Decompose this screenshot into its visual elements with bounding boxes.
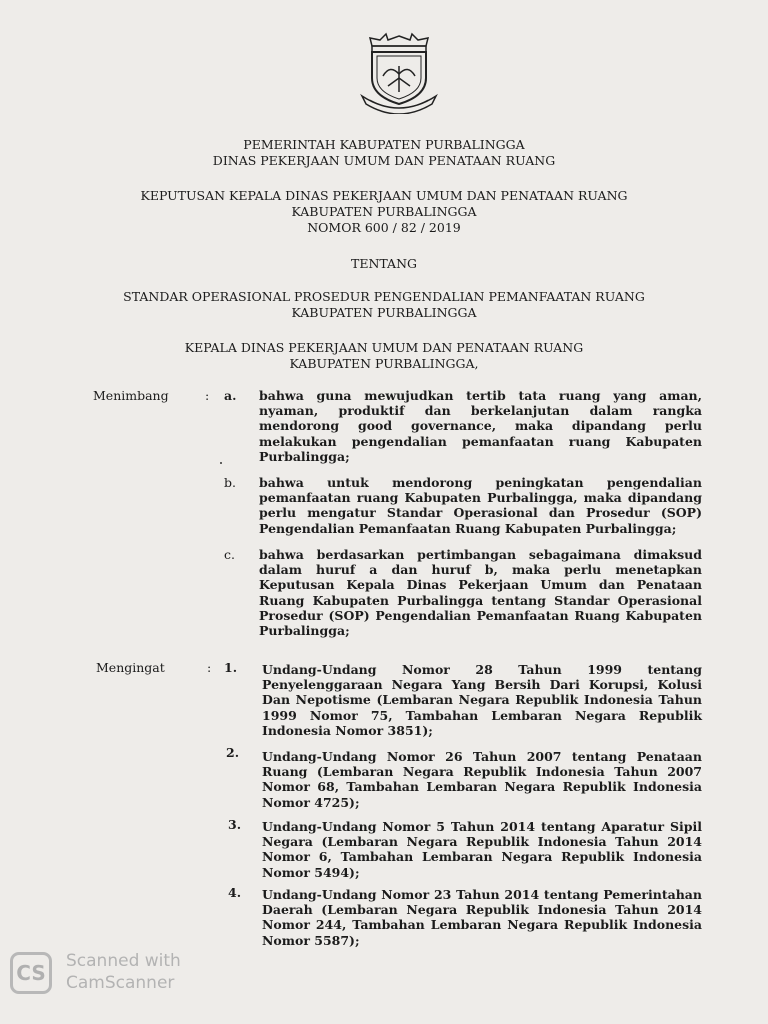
mengingat-item-3: Undang-Undang Nomor 5 Tahun 2014 tentang Aparatur Sipil Negara (Lembaran Negara Republik Indonesia Tahun 2014 Nomor 6, Tambahan Lembaran Negara Republik Indonesia Nomor 5494); bbox=[262, 819, 702, 880]
mengingat-label: Mengingat bbox=[96, 660, 165, 675]
menimbang-item-c: bahwa berdasarkan pertimbangan sebagaimana dimaksud dalam huruf a dan huruf b, maka perlu menetapkan Keputusan Kepala Dinas Pekerjaan Umum dan Penataan Ruang Kabupaten Purbalingga tentang Standar Operasional Prosedur (SOP) Pengendalian Pemanfaatan Ruang Kabupaten Purbalingga; bbox=[259, 547, 702, 639]
scan-speck bbox=[220, 462, 222, 464]
authority-line-2: KABUPATEN PURBALINGGA, bbox=[289, 356, 479, 371]
header-line-2: DINAS PEKERJAAN UMUM DAN PENATAAN RUANG bbox=[212, 153, 556, 168]
mengingat-marker-2: 2. bbox=[226, 745, 240, 760]
regional-coat-of-arms-icon bbox=[350, 30, 448, 114]
mengingat-marker-1: 1. bbox=[224, 660, 238, 675]
watermark-line-1: Scanned with bbox=[66, 951, 181, 971]
watermark-line-2: CamScanner bbox=[66, 973, 175, 993]
decree-title-2: KABUPATEN PURBALINGGA bbox=[291, 204, 477, 219]
decree-title-1: KEPUTUSAN KEPALA DINAS PEKERJAAN UMUM DAN PENATAAN RUANG bbox=[140, 188, 628, 203]
mengingat-item-1: Undang-Undang Nomor 28 Tahun 1999 tentang Penyelenggaraan Negara Yang Bersih Dari Korupsi, Kolusi Dan Nepotisme (Lembaran Negara Republik Indonesia Tahun 1999 Nomor 75, Tambahan Lembaran Negara Republik Indonesia Nomor 3851); bbox=[262, 662, 702, 738]
mengingat-colon: : bbox=[207, 660, 212, 675]
tentang-heading: TENTANG bbox=[350, 256, 417, 271]
menimbang-marker-b: b. bbox=[224, 475, 236, 490]
header-line-1: PEMERINTAH KABUPATEN PURBALINGGA bbox=[243, 137, 525, 152]
mengingat-marker-4: 4. bbox=[228, 885, 242, 900]
menimbang-marker-a: a. bbox=[224, 388, 237, 403]
decree-number: NOMOR 600 / 82 / 2019 bbox=[307, 220, 461, 235]
mengingat-item-4: Undang-Undang Nomor 23 Tahun 2014 tentang Pemerintahan Daerah (Lembaran Negara Republik Indonesia Tahun 2014 Nomor 244, Tambahan Lembaran Negara Republik Indonesia Nomor 5587); bbox=[262, 887, 702, 948]
mengingat-item-2: Undang-Undang Nomor 26 Tahun 2007 tentang Penataan Ruang (Lembaran Negara Republik Indonesia Tahun 2007 Nomor 68, Tambahan Lembaran Negara Republik Indonesia Nomor 4725); bbox=[262, 749, 702, 810]
menimbang-item-a: bahwa guna mewujudkan tertib tata ruang yang aman, nyaman, produktif dan berkelanjutan dalam rangka mendorong good governance, maka dipandang perlu melakukan pengendalian pemanfaatan ruang Kabupaten Purbalingga; bbox=[259, 388, 702, 464]
camscanner-watermark bbox=[10, 950, 210, 1000]
menimbang-marker-c: c. bbox=[224, 547, 235, 562]
subject-line-2: KABUPATEN PURBALINGGA bbox=[291, 305, 477, 320]
authority-line-1: KEPALA DINAS PEKERJAAN UMUM DAN PENATAAN RUANG bbox=[184, 340, 584, 355]
mengingat-marker-3: 3. bbox=[228, 817, 242, 832]
menimbang-colon: : bbox=[205, 388, 210, 403]
subject-line-1: STANDAR OPERASIONAL PROSEDUR PENGENDALIAN PEMANFAATAN RUANG bbox=[123, 289, 645, 304]
menimbang-item-b: bahwa untuk mendorong peningkatan pengendalian pemanfaatan ruang Kabupaten Purbalingga, maka dipandang perlu mengatur Standar Operasional dan Prosedur (SOP) Pengendalian Pemanfaatan Ruang Kabupaten Purbalingga; bbox=[259, 475, 702, 536]
menimbang-label: Menimbang bbox=[93, 388, 169, 403]
camscanner-logo-icon: CS bbox=[10, 952, 52, 994]
